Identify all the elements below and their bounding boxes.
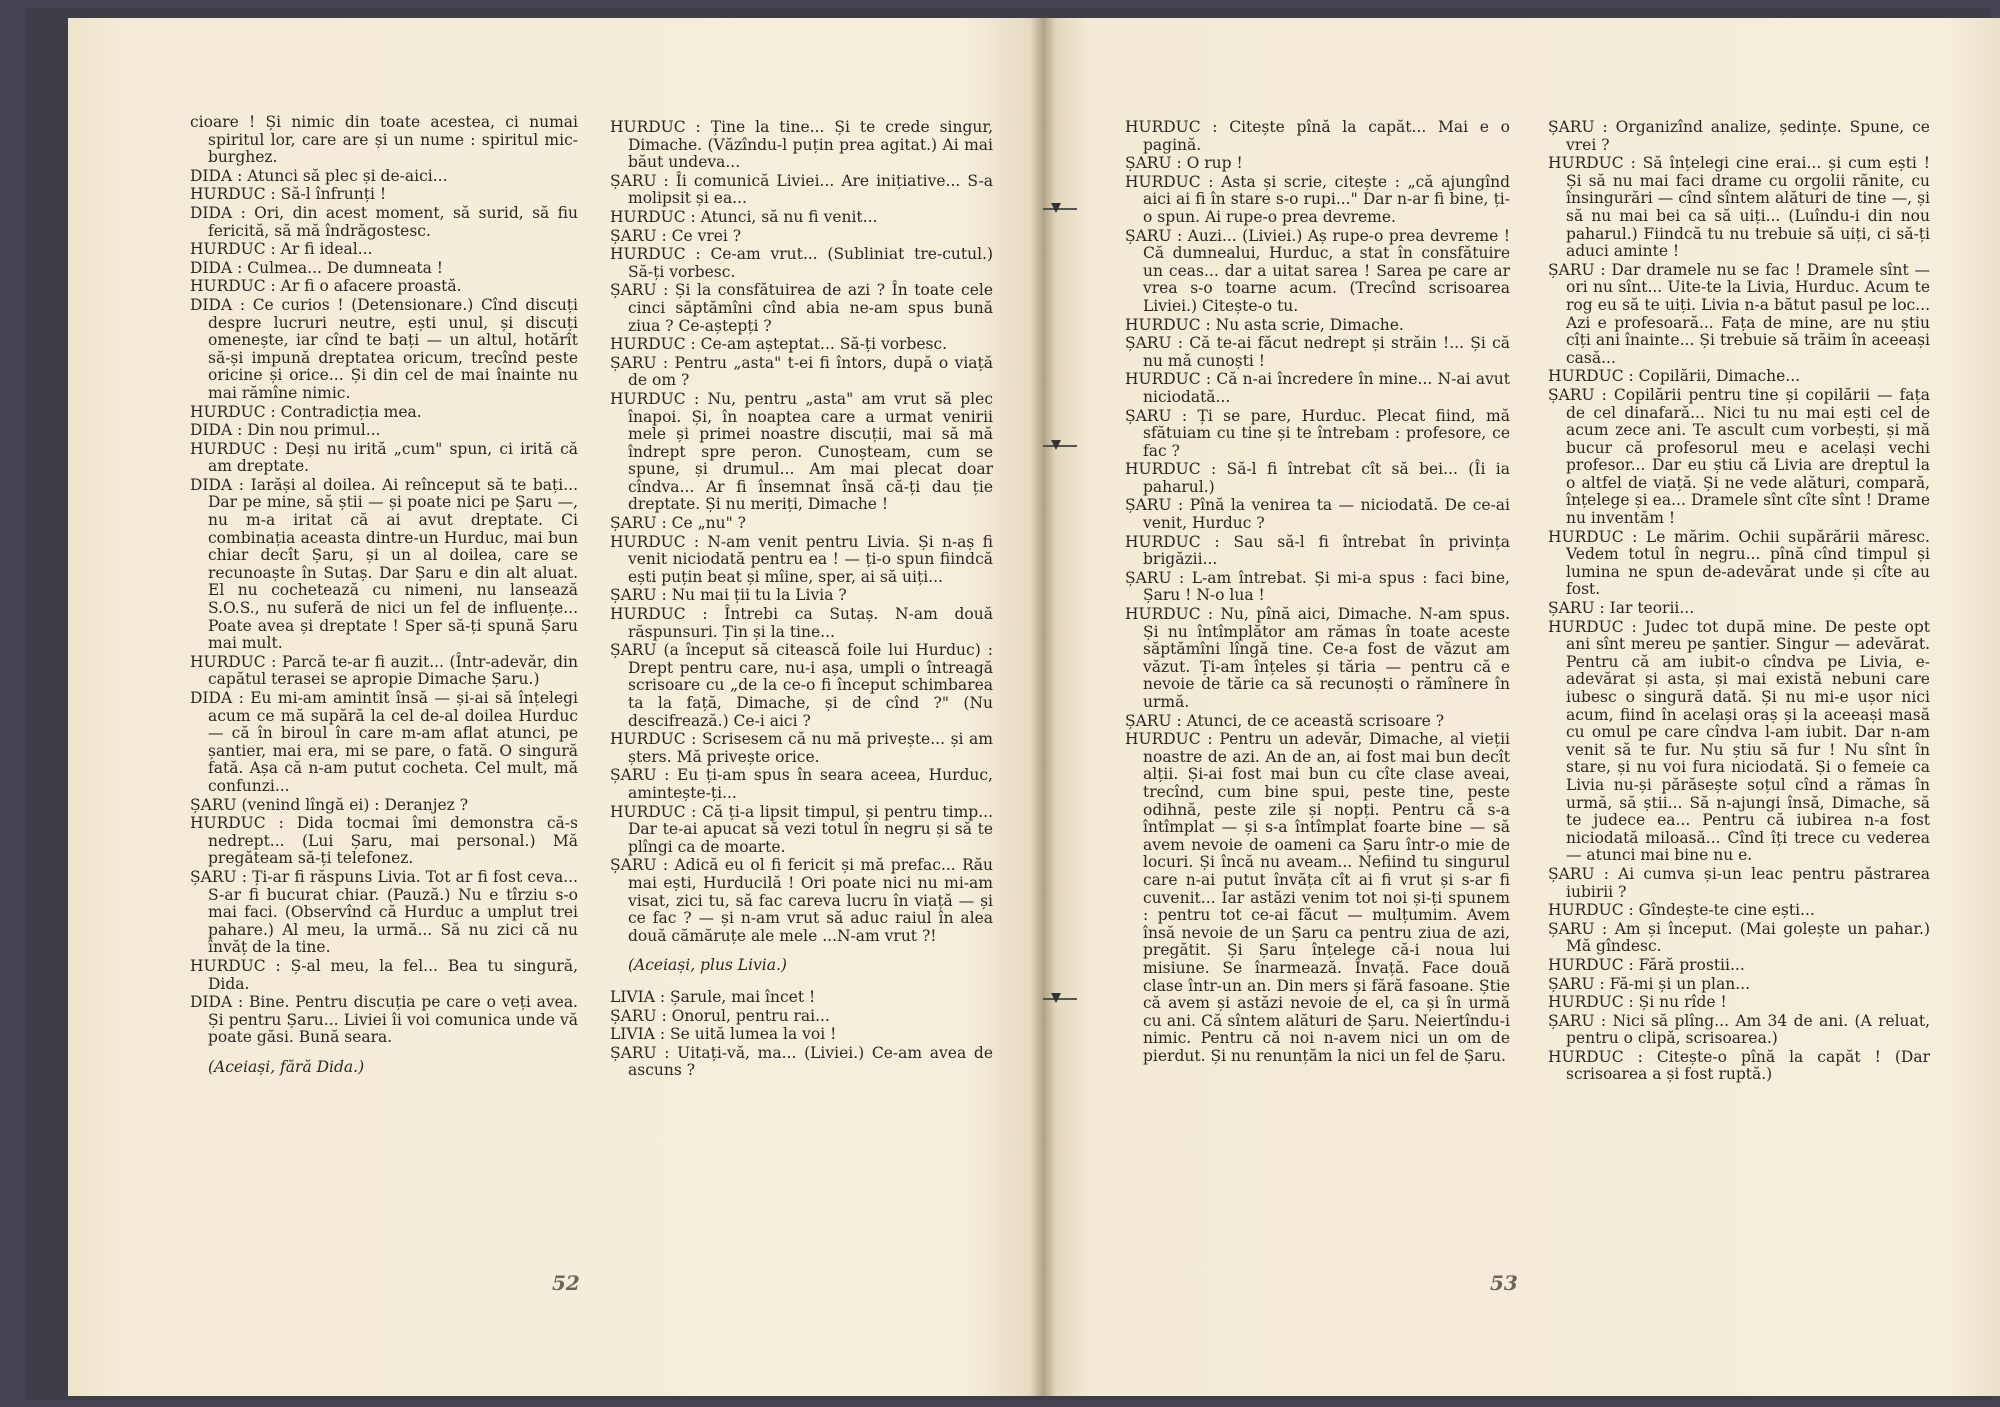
- dialogue-line: ȘARU : Ce vrei ?: [610, 226, 742, 245]
- dialogue-line: ȘARU : L-am întrebat. Și mi-a spus : faci bine, Șaru ! N-o lua !: [1125, 568, 1510, 605]
- dialogue-line: HURDUC : Ar fi o afacere proastă.: [190, 277, 462, 296]
- dialogue-line: HURDUC : Ce-am vrut... (Subliniat tre-cutul.) Să-ți vorbesc.: [610, 245, 993, 281]
- dialogue-line: ȘARU : Ți-ar fi răspuns Livia. Tot ar fi fost ceva... S-ar fi bucurat chiar. (Pauză.) Nu e tîrziu s-o mai faci. (Observînd că Hurduc a umplut trei pahare.) Al meu, la urmă... Să nu zici că nu învăț de la tine.: [190, 867, 578, 957]
- dialogue-line: ȘARU : Adică eu ol fi fericit și mă prefac... Rău mai ești, Hurducilă ! Ori poate nici nu mi-am visat, zici tu, să fac careva lucru în viață — și ce fac ? — și n-am vrut să aduc raiul în alea două cămăruțe ale mele ...N-am vrut ?!: [610, 856, 993, 945]
- dialogue-line: HURDUC : Pentru un adevăr, Dimache, al vieții noastre de azi. An de an, ai fost mai bun decît alții. Și-ai fost mai bun cu cîte clase aveai, trecînd, cum bine spui, peste tine, peste odihnă, peste zile și nopți. Pentru că s-a întîmplat — și s-a întîmplat foarte bine — să avem nevoie de oameni ca Șaru într-o mie de locuri. Și încă nu aveam... Nefiind tu singurul care n-ai putut învăța cît ai fi vrut și s-ar fi cuvenit... Iar astăzi venim tot noi și-ți spunem : pentru tot ce-ai făcut — mulțumim. Avem însă nevoie de un Șaru ca pentru ziua de azi, pregătit. Și Șaru înțelege că-i noua lui misiune. Se înarmează. Învață. Face două clase într-un an. Din mers și fără fasoane. Știe că avem și astăzi nevoie de el, ca și în urmă cu ani. Că sîntem alături de Șaru. Neiertîndu-i nimic. Pentru că noi n-avem nici un om de pierdut. Și nu renunțăm la nici un fel de Șaru.: [1125, 730, 1510, 1065]
- dialogue-line: ȘARU : Organizînd analize, ședințe. Spune, ce vrei ?: [1548, 118, 1930, 154]
- dialogue-line: HURDUC : Nu, pînă aici, Dimache. N-am spus. Și nu întîmplător am rămas în toate aceste săptămîni lîngă tine. Ce-a fost de văzut am văzut. Ți-am înțeles și tăria — pentru că e nevoie de tărie ca să recunoști o rămînere în urmă.: [1125, 605, 1510, 711]
- dialogue-line: DIDA : Eu mi-am amintit însă — și-ai să înțelegi acum ce mă supără la cel de-al doilea Hurduc — că în biroul în care m-am aflat atunci, pe șantier, mai era, mi se pare, o fată. O singură fată. Așa că n-am putut cocheta. Cel mult, mă confunzi...: [190, 689, 578, 795]
- dialogue-line: DIDA : Iarăși al doilea. Ai reînceput să te bați... Dar pe mine, să știi — și poate nici pe Șaru —, nu m-a iritat că ai avut dreptate. Ci combinația aceasta dintre-un Hurduc, mai bun chiar decît Șaru, și un al doilea, care se recunoaște în Sutaș. Dar Șaru e din alt aluat. El nu cochetează cu nimeni, nu lansează S.O.S., nu suferă de nici un fel de influențe... Poate avea și dreptate ! Sper să-ți spună Șaru mai mult.: [190, 475, 578, 653]
- dialogue-line: HURDUC : Ș-al meu, la fel... Bea tu singură, Dida.: [190, 956, 578, 993]
- dialogue-line: HURDUC : Le mărim. Ochii supărării măresc. Vedem totul în negru... pînă cînd timpul și lumina ne spun de-adevărat unde și cîte au fost.: [1548, 527, 1930, 599]
- dialogue-line: DIDA : Ori, din acest moment, să surid, să fiu fericită, să mă îndrăgostesc.: [190, 203, 578, 240]
- dialogue-line: ȘARU : Îi comunică Liviei... Are inițiative... S-a molipsit și ea...: [610, 171, 993, 208]
- dialogue-line: HURDUC : N-am venit pentru Livia. Și n-aș fi venit niciodată pentru ea ! — ți-o spun fiindcă ești puțin beat și mîine, sper, ai să uiți...: [610, 532, 993, 586]
- dialogue-line: HURDUC : Fără prostii...: [1548, 955, 1745, 974]
- dialogue-line: ȘARU : Atunci, de ce această scrisoare ?: [1125, 711, 1445, 730]
- stage-direction: (Aceiași, fără Dida.): [208, 1057, 365, 1076]
- dialogue-line: ȘARU : Am și început. (Mai golește un pahar.) Mă gîndesc.: [1548, 919, 1930, 956]
- dialogue-line: ȘARU : Auzi... (Liviei.) Aș rupe-o prea devreme ! Că dumnealui, Hurduc, a stat în consfătuire un ceas... dar a uitat sarea ! Sarea pe care ar vrea s-o toarne acum. (Trecînd scrisoarea Liviei.) Citește-o tu.: [1125, 226, 1510, 315]
- dialogue-line: HURDUC : Nu asta scrie, Dimache.: [1125, 315, 1404, 334]
- dialogue-line: DIDA : Ce curios ! (Detensionare.) Cînd discuți despre lucruri neutre, ești unul, și discuți omenește, iar cînd te bați — un altul, hotărît să-și impună dreptatea oricum, trecînd peste oricine și orice... Și din cel de mai înainte nu mai rămîne nimic.: [190, 295, 578, 402]
- dialogue-line: HURDUC : Sau să-l fi întrebat în privința brigăzii...: [1125, 532, 1510, 569]
- dialogue-line: HURDUC : Întrebi ca Sutaș. N-am două răspunsuri. Țin și la tine...: [610, 605, 993, 641]
- dialogue-line: HURDUC : Că ți-a lipsit timpul, și pentru timp... Dar te-ai apucat să vezi totul în negru și să te plîngi ca de moarte.: [610, 802, 993, 856]
- dialogue-line: HURDUC : Citește-o pînă la capăt ! (Dar scrisoarea a și fost ruptă.): [1548, 1047, 1930, 1084]
- dialogue-line: ȘARU : Copilării pentru tine și copilării — fața de cel dinafară... Nici tu nu mai ești cel de acum zece ani. Te ascult cum vorbești, și mă bucur că profesorul meu e același vechi profesor... Dar eu știu că Livia are dreptul la o altfel de viață. Și ne vede alături, compară, înțelege și ea... Dramele sînt cîte sînt ! Drame nu inventăm !: [1548, 385, 1930, 528]
- dialogue-line: HURDUC : Asta și scrie, citește : „că ajungînd aici ai fi în stare s-o rupi..." Dar n-ar fi bine, ți-o spun. Ai rupe-o prea devreme.: [1125, 172, 1510, 226]
- dialogue-line: ȘARU : O rup !: [1125, 154, 1243, 173]
- dialogue-line: HURDUC : Deși nu irită „cum" spun, ci irită că am dreptate.: [190, 439, 578, 476]
- dialogue-line: ȘARU : Și la consfătuirea de azi ? În toate cele cinci săptămîni cînd abia ne-am spus bună ziua ? Ce-aștepți ?: [610, 281, 993, 335]
- right-page-column-1: [1125, 119, 1510, 1066]
- left-page: [68, 18, 1043, 1396]
- dialogue-line: HURDUC : Nu, pentru „asta" am vrut să plec înapoi. Și, în noaptea care a urmat venirii mele și primei noastre discuții, mai să mă îndrept spre peron. Cunoșteam, cum se spune, și drumul... Am mai plecat doar cîndva... Ar fi însemnat însă că-ți dau ție dreptate. Și nu meriți, Dimache !: [610, 389, 993, 514]
- dialogue-line: ȘARU : Eu ți-am spus în seara aceea, Hurduc, amintește-ți...: [610, 766, 993, 802]
- dialogue-line: ȘARU : Pînă la venirea ta — niciodată. De ce-ai venit, Hurduc ?: [1125, 496, 1510, 533]
- dialogue-line: HURDUC : Copilării, Dimache...: [1548, 367, 1801, 386]
- dialogue-line: ȘARU : Ți se pare, Hurduc. Plecat fiind, mă sfătuiam cu tine și te întrebam : profesore, ce fac ?: [1125, 406, 1510, 460]
- dialogue-line: DIDA : Din nou primul...: [190, 421, 381, 440]
- dialogue-line: HURDUC : Gîndește-te cine ești...: [1548, 901, 1815, 920]
- dialogue-line: HURDUC : Scrisesem că nu mă privește... și am șters. Mă privește orice.: [610, 730, 993, 766]
- dialogue-line: ȘARU : Onorul, pentru rai...: [610, 1006, 830, 1025]
- left-page-column-1: [190, 114, 578, 1090]
- dialogue-line: ȘARU : Fă-mi și un plan...: [1548, 974, 1750, 993]
- dialogue-line: DIDA : Atunci să plec și de-aici...: [190, 166, 448, 185]
- dialogue-line: ȘARU : Dar dramele nu se fac ! Dramele sînt — ori nu sînt... Uite-te la Livia, Hurduc. Acum te rog eu să te uiți. Livia n-a bătut pasul pe loc... Azi e profesoară... Fața de mine, are nu știu cîți ani înainte... Și trebuie să trăim în aceeași casă...: [1548, 260, 1930, 367]
- book-gutter: [1030, 18, 1056, 1396]
- dialogue-line: LIVIA : Șarule, mai încet !: [610, 987, 816, 1006]
- right-page-column-2: [1548, 119, 1930, 1085]
- dialogue-line: HURDUC : Ține la tine... Și te crede singur, Dimache. (Văzîndu-l puțin prea agitat.) Ai mai băut undeva...: [610, 118, 993, 172]
- dialogue-line: ȘARU : Uitați-vă, ma... (Liviei.) Ce-am avea de ascuns ?: [610, 1043, 993, 1080]
- right-page: [1043, 18, 2000, 1396]
- dialogue-line: HURDUC : Și nu rîde !: [1548, 993, 1727, 1012]
- dialogue-line: HURDUC : Ce-am așteptat... Să-ți vorbesc.: [610, 335, 948, 354]
- page-number-left: 52: [552, 1271, 580, 1295]
- dialogue-line: HURDUC : Să-l înfrunți !: [190, 185, 387, 204]
- dialogue-line: ȘARU : Ce „nu" ?: [610, 514, 746, 533]
- dialogue-line: cioare ! Și nimic din toate acestea, ci numai spiritul lor, care are și un nume : spiritul mic-burghez.: [190, 113, 578, 167]
- dialogue-line: ȘARU : Ai cumva și-un leac pentru păstrarea iubirii ?: [1548, 864, 1930, 901]
- dialogue-line: ȘARU (venind lîngă ei) : Deranjez ?: [190, 795, 469, 814]
- dialogue-line: LIVIA : Se uită lumea la voi !: [610, 1025, 837, 1044]
- dialogue-line: HURDUC : Că n-ai încredere în mine... N-ai avut niciodată...: [1125, 370, 1510, 406]
- open-book: [26, 8, 1991, 1400]
- dialogue-line: ȘARU : Iar teorii...: [1548, 599, 1695, 618]
- left-page-column-2: [610, 119, 993, 1081]
- stage-direction: (Aceiași, plus Livia.): [628, 956, 787, 975]
- dialogue-line: HURDUC : Dida tocmai îmi demonstra că-s nedrept... (Lui Șaru, mai personal.) Mă pregăteam să-ți telefonez.: [190, 814, 578, 868]
- dialogue-line: ȘARU : Nici să plîng... Am 34 de ani. (A reluat, pentru o clipă, scrisoarea.): [1548, 1011, 1930, 1048]
- dialogue-line: HURDUC : Parcă te-ar fi auzit... (Într-adevăr, din capătul terasei se apropie Dimache Șaru.): [190, 652, 578, 689]
- dialogue-line: ȘARU (a început să citească foile lui Hurduc) : Drept pentru care, nu-i așa, umpli o întreagă scrisoare cu „de la ce-o fi început schimbarea ta la față, Dimache, și de cînd ?" (Nu descifrează.) Ce-i aici ?: [610, 641, 993, 730]
- dialogue-line: HURDUC : Contradicția mea.: [190, 402, 422, 421]
- dialogue-line: ȘARU : Pentru „asta" t-ei fi întors, după o viață de om ?: [610, 353, 993, 390]
- dialogue-line: HURDUC : Judec tot după mine. De peste opt ani sînt mereu pe șantier. Singur — adevărat. Pentru că am iubit-o cîndva pe Livia, e-adevărat și asta, și mai există nebuni care iubesc o singură dată. Și nu mi-e ușor nici acum, fiind în același oraș și la aceeași masă cu omul pe care cîndva l-am iubit. Dar n-am venit să te fur. Nu știu să fur ! Nu sînt în stare, și nu voi fura niciodată. Și o femeie ca Livia nu-și părăsește soțul cînd a rămas în urmă, să știi... Să n-ajungi însă, Dimache, să te judece ea... Pentru că iubirea n-a fost niciodată miloasă... Cînd îți trece cu vederea — atunci mai bine nu e.: [1548, 617, 1930, 865]
- dialogue-line: ȘARU : Că te-ai făcut nedrept și străin !... Și că nu mă cunoști !: [1125, 334, 1510, 370]
- dialogue-line: DIDA : Culmea... De dumneata !: [190, 258, 444, 277]
- dialogue-line: HURDUC : Atunci, să nu fi venit...: [610, 207, 878, 226]
- page-number-right: 53: [1490, 1271, 1518, 1295]
- dialogue-line: HURDUC : Ar fi ideal...: [190, 240, 373, 259]
- dialogue-line: ȘARU : Nu mai ții tu la Livia ?: [610, 586, 847, 605]
- dialogue-line: HURDUC : Să înțelegi cine erai... și cum ești ! Și să nu mai faci drame cu orgolii rănite, cu însingurări — cînd sîntem alături de tine —, și să nu mai bei ca să uiți... (Luîndu-i din nou paharul.) Fiindcă tu nu trebuie să uiți, ci să-ți aduci aminte !: [1548, 154, 1930, 261]
- dialogue-line: HURDUC : Citește pînă la capăt... Mai e o pagină.: [1125, 118, 1510, 154]
- dialogue-line: HURDUC : Să-l fi întrebat cît să bei... (Îi ia paharul.): [1125, 460, 1510, 496]
- dialogue-line: DIDA : Bine. Pentru discuția pe care o veți avea. Și pentru Șaru... Liviei îi voi comunica unde vă poate găsi. Bună seara.: [190, 993, 578, 1047]
